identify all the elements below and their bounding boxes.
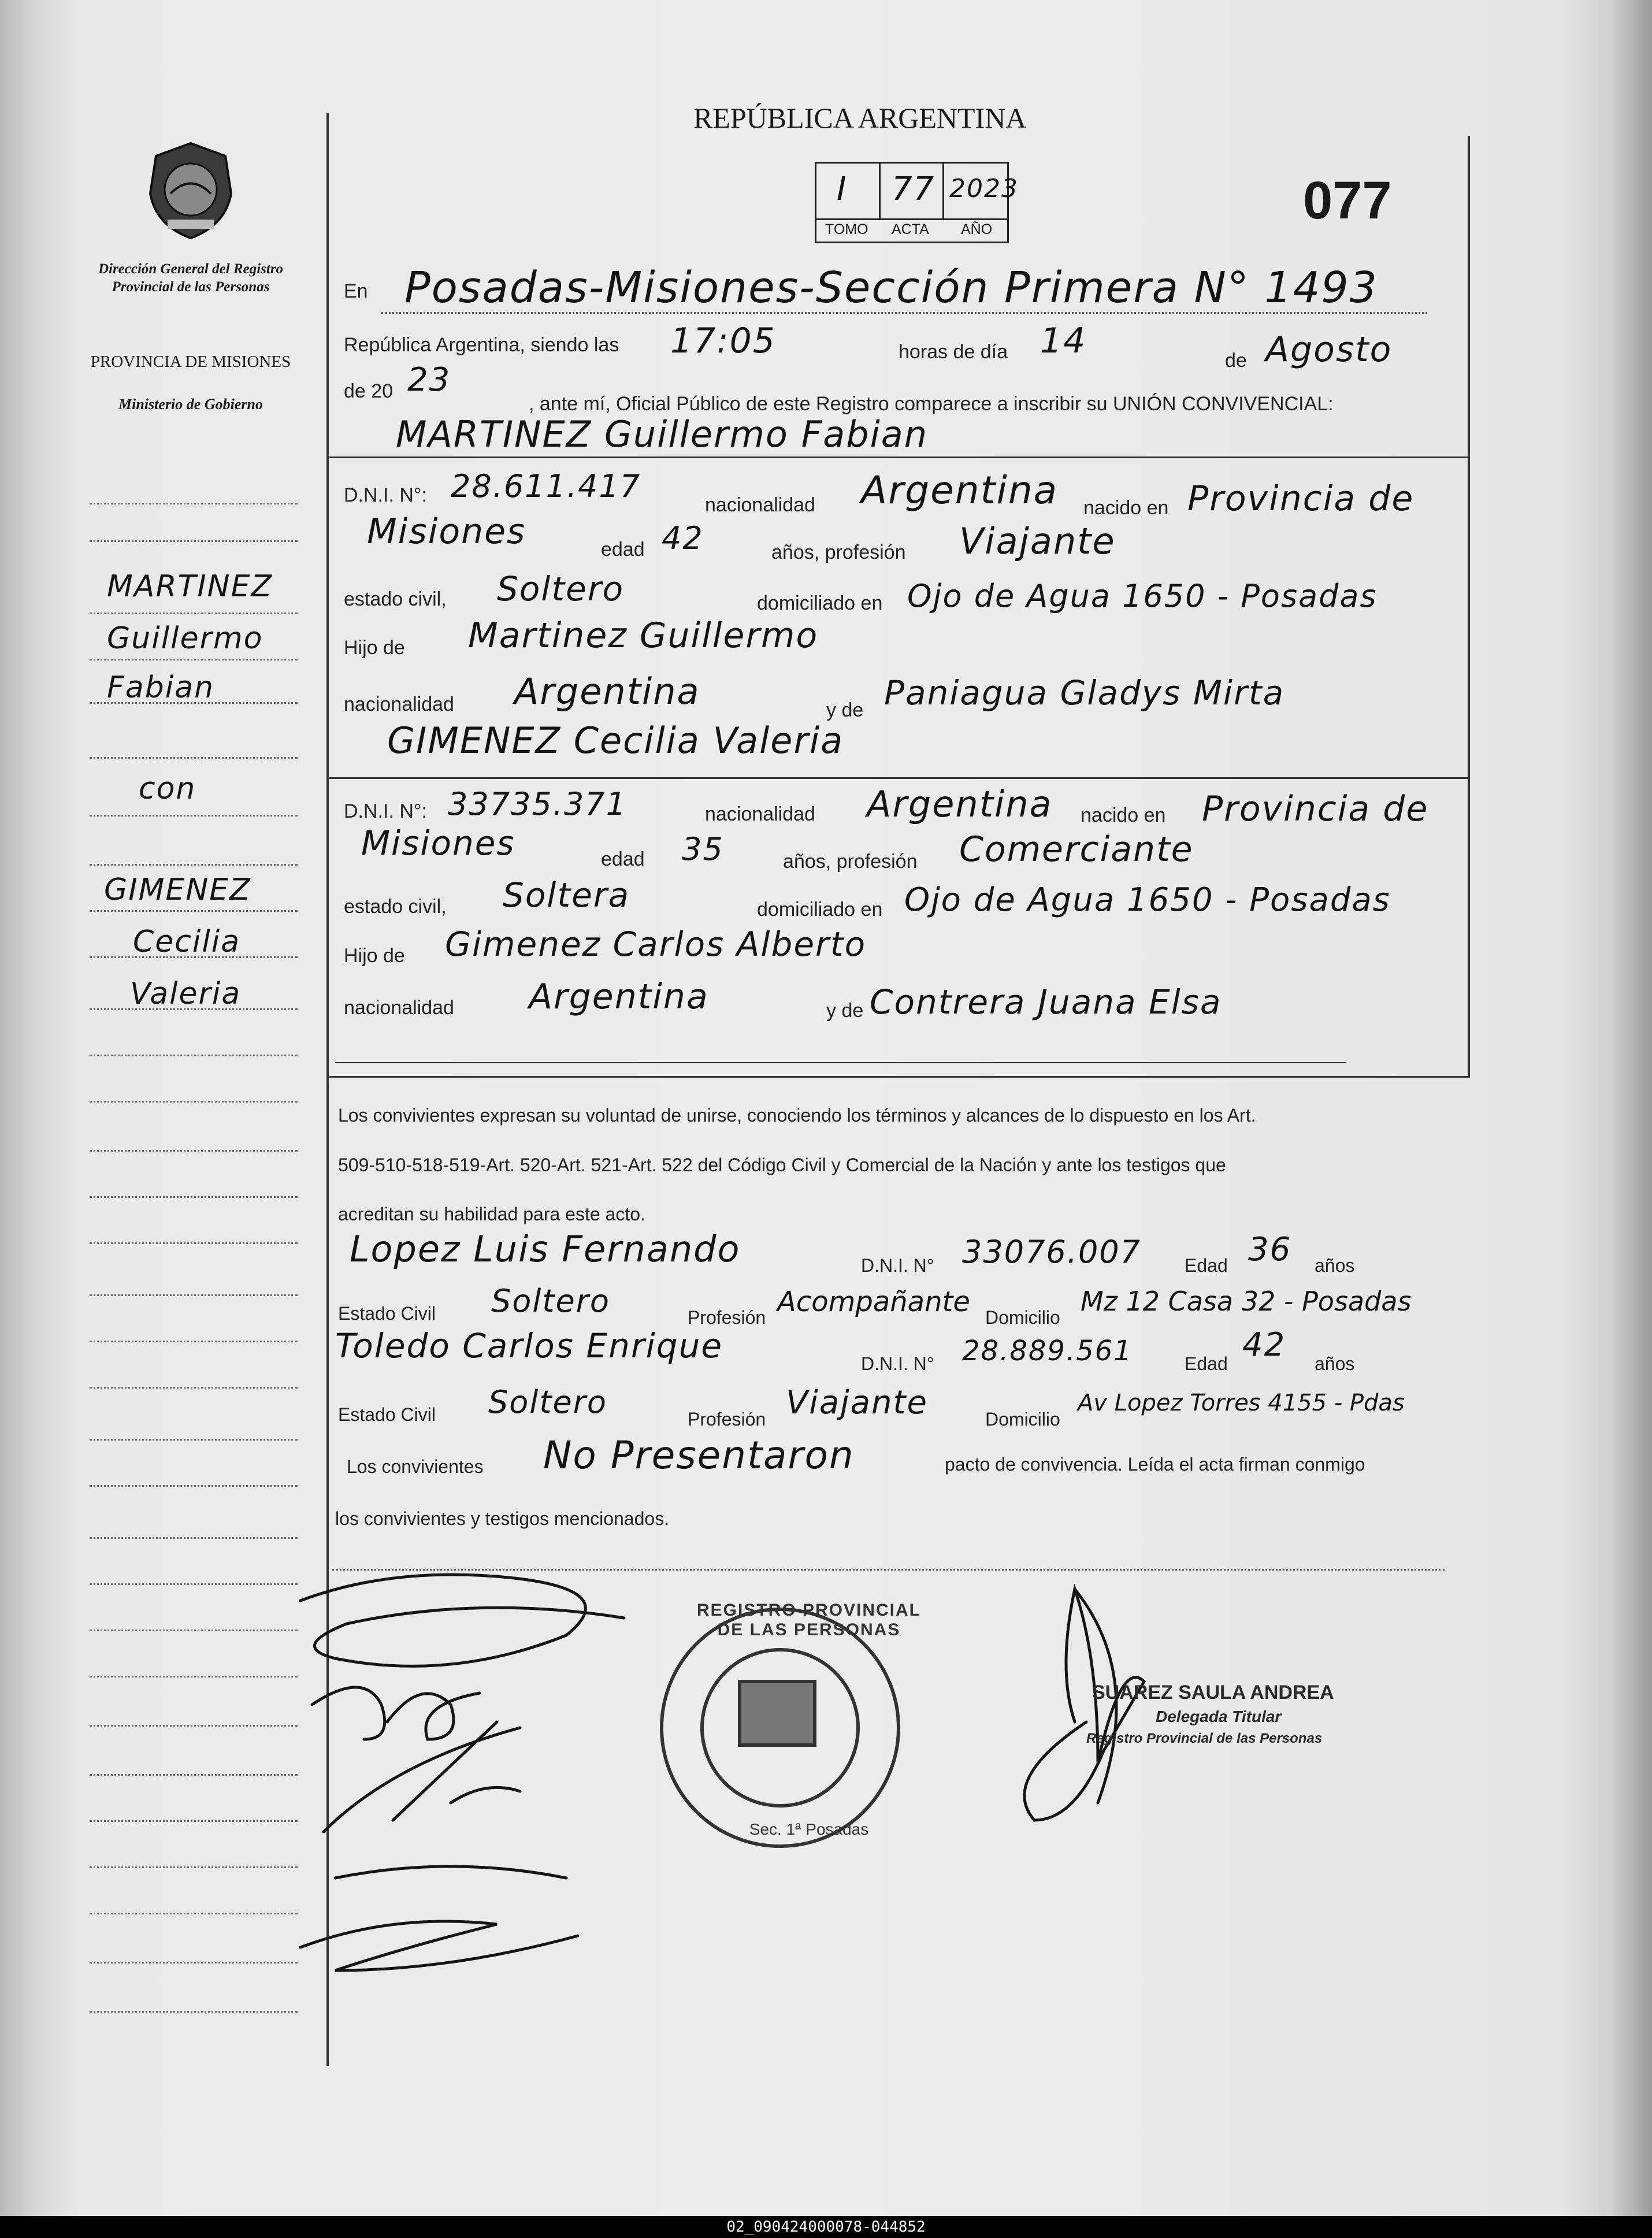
right-rule xyxy=(1468,136,1470,1078)
country-title: REPÚBLICA ARGENTINA xyxy=(693,102,1027,134)
w2-edad: 42 xyxy=(1242,1326,1286,1364)
round-stamp-text: REGISTRO PROVINCIAL DE LAS PERSONAS xyxy=(696,1601,922,1639)
p1-dni-label: D.N.I. N°: xyxy=(344,484,427,506)
p1-nac-label: nacionalidad xyxy=(705,494,815,516)
year-suffix: 23 xyxy=(407,361,451,399)
statement-text: , ante mí, Oficial Público de este Registro comparece a inscribir su UNIÓN CONVIVENCIAL: xyxy=(529,393,1334,415)
p1-profesion: Viajante xyxy=(959,520,1116,562)
p2-dni: 33735.371 xyxy=(448,786,628,822)
republic-label: República Argentina, siendo las xyxy=(344,334,619,356)
person2-name: GIMENEZ Cecilia Valeria xyxy=(387,719,844,762)
p1-nacido-label: nacido en xyxy=(1083,497,1169,519)
p1-domicilio-label: domiciliado en xyxy=(757,592,883,614)
w2-estado: Soltero xyxy=(488,1384,607,1420)
hours-label: horas de día xyxy=(899,341,1008,363)
p1-estado: Soltero xyxy=(497,569,625,608)
w1-anos-label: años xyxy=(1315,1255,1355,1276)
year-prefix: de 20 xyxy=(344,380,393,402)
person1-name: MARTINEZ Guillermo Fabian xyxy=(396,413,929,455)
p1-estado-label: estado civil, xyxy=(344,588,447,610)
w2-anos-label: años xyxy=(1315,1353,1355,1374)
p2-padre: Gimenez Carlos Alberto xyxy=(445,925,867,964)
body-line-1: Los convivientes expresan su voluntad de unirse, conociendo los términos y alcances de lo dispuesto en los Art. xyxy=(338,1105,1256,1126)
officer-title: Delegada Titular xyxy=(1156,1708,1282,1725)
month-value: Agosto xyxy=(1265,329,1393,370)
p2-estado: Soltera xyxy=(503,875,630,915)
institution-name: Dirección General del Registro Provincial de las Personas xyxy=(98,261,284,295)
p2-profesion-label: años, profesión xyxy=(783,851,918,873)
w2-dni: 28.889.561 xyxy=(962,1335,1133,1367)
p1-nac: Argentina xyxy=(861,468,1059,513)
p2-nacido-2: Misiones xyxy=(361,823,515,863)
file-id-footer: 02_090424000078-044852 xyxy=(0,2216,1652,2238)
margin-note-line: Valeria xyxy=(130,977,242,1011)
w1-edad-label: Edad xyxy=(1185,1255,1228,1276)
w2-edad-label: Edad xyxy=(1185,1353,1228,1374)
w2-profesion-label: Profesión xyxy=(688,1409,766,1430)
w1-estado-label: Estado Civil xyxy=(338,1303,436,1324)
w2-domicilio: Av Lopez Torres 4155 - Pdas xyxy=(1078,1390,1405,1416)
p1-nacido-2: Misiones xyxy=(367,511,526,552)
p2-nac-padre: Argentina xyxy=(529,977,709,1017)
w1-profesion-label: Profesión xyxy=(688,1307,766,1328)
time-value: 17:05 xyxy=(670,321,776,361)
closing-pacto: No Presentaron xyxy=(543,1433,855,1478)
body-line-2: 509-510-518-519-Art. 520-Art. 521-Art. 522 del Código Civil y Comercial de la Nación y ante los testigos que xyxy=(338,1155,1226,1175)
p1-edad: 42 xyxy=(662,520,704,556)
margin-note-line: Guillermo xyxy=(107,621,263,656)
de-label: de xyxy=(1225,350,1247,372)
p2-nacido-1: Provincia de xyxy=(1202,789,1429,829)
place-value: Posadas-Misiones-Sección Primera N° 1493 xyxy=(404,263,1378,313)
p2-edad-label: edad xyxy=(601,848,645,870)
w2-name: Toledo Carlos Enrique xyxy=(335,1326,723,1365)
p2-hijo-label: Hijo de xyxy=(344,945,405,967)
w2-domicilio-label: Domicilio xyxy=(985,1409,1060,1430)
acta-label: ACTA xyxy=(892,221,929,237)
p2-madre: Contrera Juana Elsa xyxy=(870,982,1222,1022)
margin-note-line: con xyxy=(139,771,196,806)
w1-name: Lopez Luis Fernando xyxy=(350,1228,741,1270)
closing-line-2: los convivientes y testigos mencionados. xyxy=(335,1508,670,1529)
w1-domicilio: Mz 12 Casa 32 - Posadas xyxy=(1081,1286,1412,1317)
p1-nac-padre-label: nacionalidad xyxy=(344,693,454,715)
w1-domicilio-label: Domicilio xyxy=(985,1307,1060,1328)
p1-padre: Martinez Guillermo xyxy=(468,615,819,656)
p2-nac-padre-label: nacionalidad xyxy=(344,997,454,1019)
body-line-3: acreditan su habilidad para este acto. xyxy=(338,1204,645,1224)
p1-dni: 28.611.417 xyxy=(451,468,641,504)
margin-note-line: GIMENEZ xyxy=(104,873,251,907)
province-seal-icon xyxy=(139,139,243,243)
p1-nac-padre: Argentina xyxy=(514,670,700,712)
p2-estado-label: estado civil, xyxy=(344,896,447,918)
p2-nacido-label: nacido en xyxy=(1081,804,1166,826)
officer-org: Registro Provincial de las Personas xyxy=(1086,1731,1323,1746)
p1-madre-label: y de xyxy=(826,699,864,721)
w1-edad: 36 xyxy=(1248,1231,1292,1268)
acta-number: 077 xyxy=(1303,171,1392,230)
w2-dni-label: D.N.I. N° xyxy=(861,1353,934,1374)
en-label: En xyxy=(344,280,368,302)
p2-domicilio-label: domiciliado en xyxy=(757,899,883,921)
p1-profesion-label: años, profesión xyxy=(771,541,906,563)
margin-note-line: Cecilia xyxy=(133,925,241,959)
p2-nac: Argentina xyxy=(867,783,1053,825)
w1-dni: 33076.007 xyxy=(962,1234,1142,1270)
acta-value: 77 xyxy=(892,170,935,208)
margin-note-line: MARTINEZ xyxy=(107,569,273,604)
tomo-acta-box xyxy=(815,162,1019,243)
p1-domicilio: Ojo de Agua 1650 - Posadas xyxy=(907,578,1378,614)
w1-dni-label: D.N.I. N° xyxy=(861,1255,934,1276)
p2-madre-label: y de xyxy=(826,1000,864,1022)
anio-value: 2023 xyxy=(949,174,1019,203)
p2-dni-label: D.N.I. N°: xyxy=(344,800,427,822)
tomo-label: TOMO xyxy=(825,221,868,237)
w2-estado-label: Estado Civil xyxy=(338,1404,436,1425)
round-stamp-sub: Sec. 1ª Posadas xyxy=(749,1820,869,1838)
p1-hijo-label: Hijo de xyxy=(344,637,405,659)
ministry-name: Ministerio de Gobierno xyxy=(118,396,263,413)
anio-label: AÑO xyxy=(961,221,993,237)
p2-profesion: Comerciante xyxy=(959,829,1194,870)
p1-madre: Paniagua Gladys Mirta xyxy=(884,673,1285,712)
p2-domicilio: Ojo de Agua 1650 - Posadas xyxy=(904,881,1391,919)
closing-rest: pacto de convivencia. Leída el acta firman conmigo xyxy=(945,1454,1365,1475)
w1-estado: Soltero xyxy=(491,1283,610,1319)
officer-name: SUAREZ SAULA ANDREA xyxy=(1092,1682,1334,1703)
p1-edad-label: edad xyxy=(601,539,645,561)
province-name: PROVINCIA DE MISIONES xyxy=(90,352,291,371)
p1-nacido-1: Provincia de xyxy=(1187,478,1415,519)
margin-note-line: Fabian xyxy=(107,670,215,705)
w1-profesion: Acompañante xyxy=(777,1286,970,1318)
tomo-value: I xyxy=(837,170,848,208)
p2-nac-label: nacionalidad xyxy=(705,803,815,825)
day-value: 14 xyxy=(1040,321,1087,361)
p2-edad: 35 xyxy=(682,831,724,867)
closing-conv-label: Los convivientes xyxy=(347,1456,484,1477)
w2-profesion: Viajante xyxy=(786,1384,928,1422)
